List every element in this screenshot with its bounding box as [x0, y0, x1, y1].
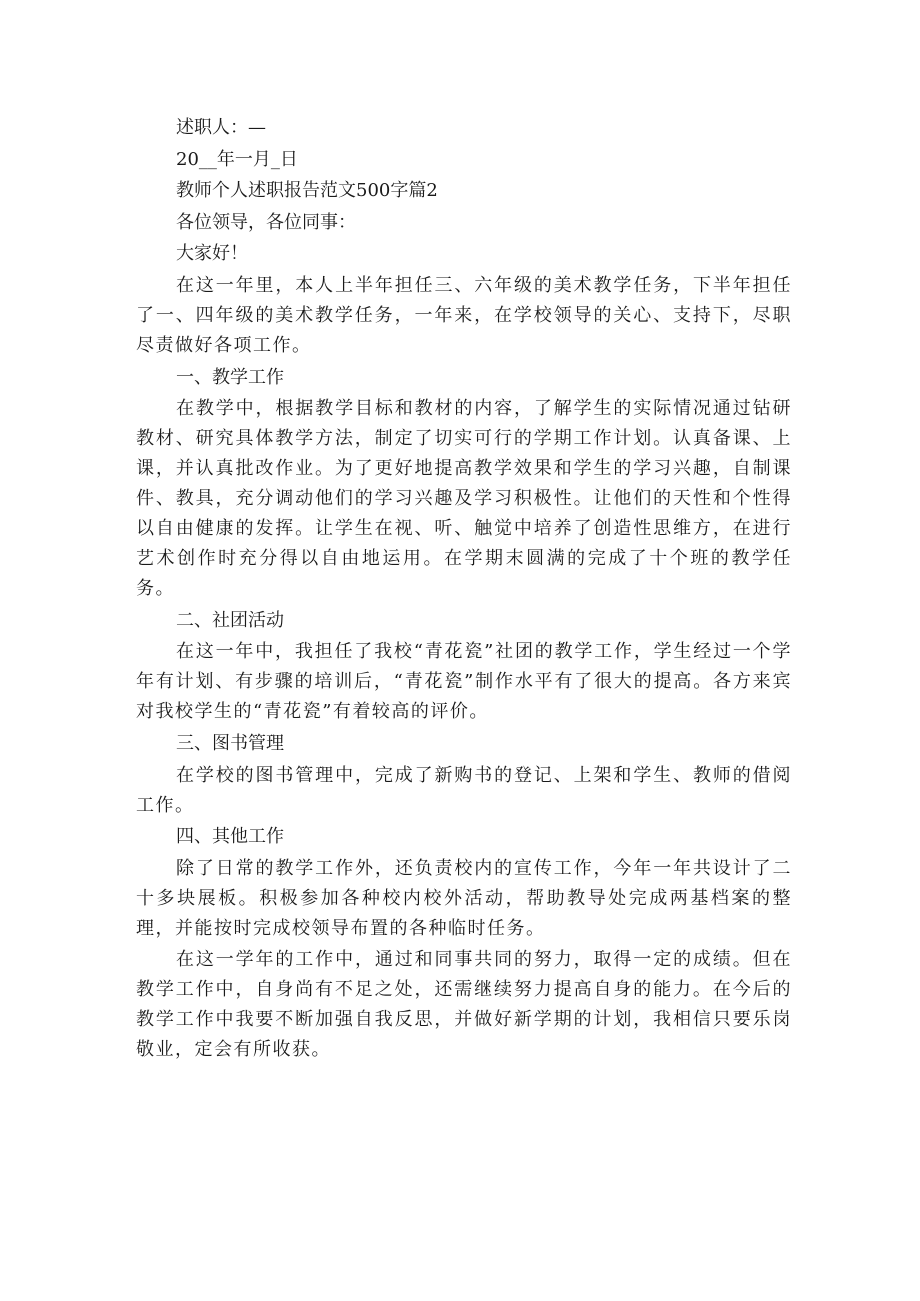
salutation: 各位领导，各位同事：	[176, 211, 356, 233]
document-title: 教师个人述职报告范文500字篇2	[176, 180, 438, 202]
section-heading: 二、社团活动	[176, 609, 284, 631]
section-heading: 四、其他工作	[176, 826, 284, 848]
greeting: 大家好！	[176, 243, 248, 265]
section-body: 除了日常的教学工作外，还负责校内的宣传工作，今年一年共设计了二十多块展板。积极参加各种校内校外活动，帮助教导处完成两基档案的整理，并能按时完成校领导布置的各种临时任务。	[136, 857, 792, 939]
section-heading: 三、图书管理	[176, 732, 284, 754]
section-body: 在教学中，根据教学目标和教材的内容，了解学生的实际情况通过钻研教材、研究具体教学方法，制定了切实可行的学期工作计划。认真备课、上课，并认真批改作业。为了更好地提高教学效果和学生的学习兴趣，自制课件、教具，充分调动他们的学习兴趣及学习积极性。让他们的天性和个性得以自由健康的发挥。让学生在视、听、触觉中培养了创造性思维方，在进行艺术创作时充分得以自由地运用。在学期末圆满的完成了十个班的教学任务。	[136, 398, 792, 600]
date-line: 20__年一月_日	[176, 148, 298, 170]
section-body: 在这一年中，我担任了我校“青花瓷”社团的教学工作，学生经过一个学年有计划、有步骤的培训后，“青花瓷”制作水平有了很大的提高。各方来宾对我校学生的“青花瓷”有着较高的评价。	[136, 641, 792, 723]
document-body	[136, 113, 792, 1067]
section-heading: 一、教学工作	[176, 366, 284, 388]
section-body: 在学校的图书管理中，完成了新购书的登记、上架和学生、教师的借阅工作。	[136, 764, 792, 816]
author-line: 述职人：—	[176, 117, 266, 138]
intro-paragraph: 在这一年里，本人上半年担任三、六年级的美术教学任务，下半年担任了一、四年级的美术教学任务，一年来，在学校领导的关心、支持下，尽职尽责做好各项工作。	[136, 274, 792, 356]
conclusion-paragraph: 在这一学年的工作中，通过和同事共同的努力，取得一定的成绩。但在教学工作中，自身尚有不足之处，还需继续努力提高自身的能力。在今后的教学工作中我要不断加强自我反思，并做好新学期的计划，我相信只要乐岗敬业，定会有所收获。	[136, 949, 792, 1061]
